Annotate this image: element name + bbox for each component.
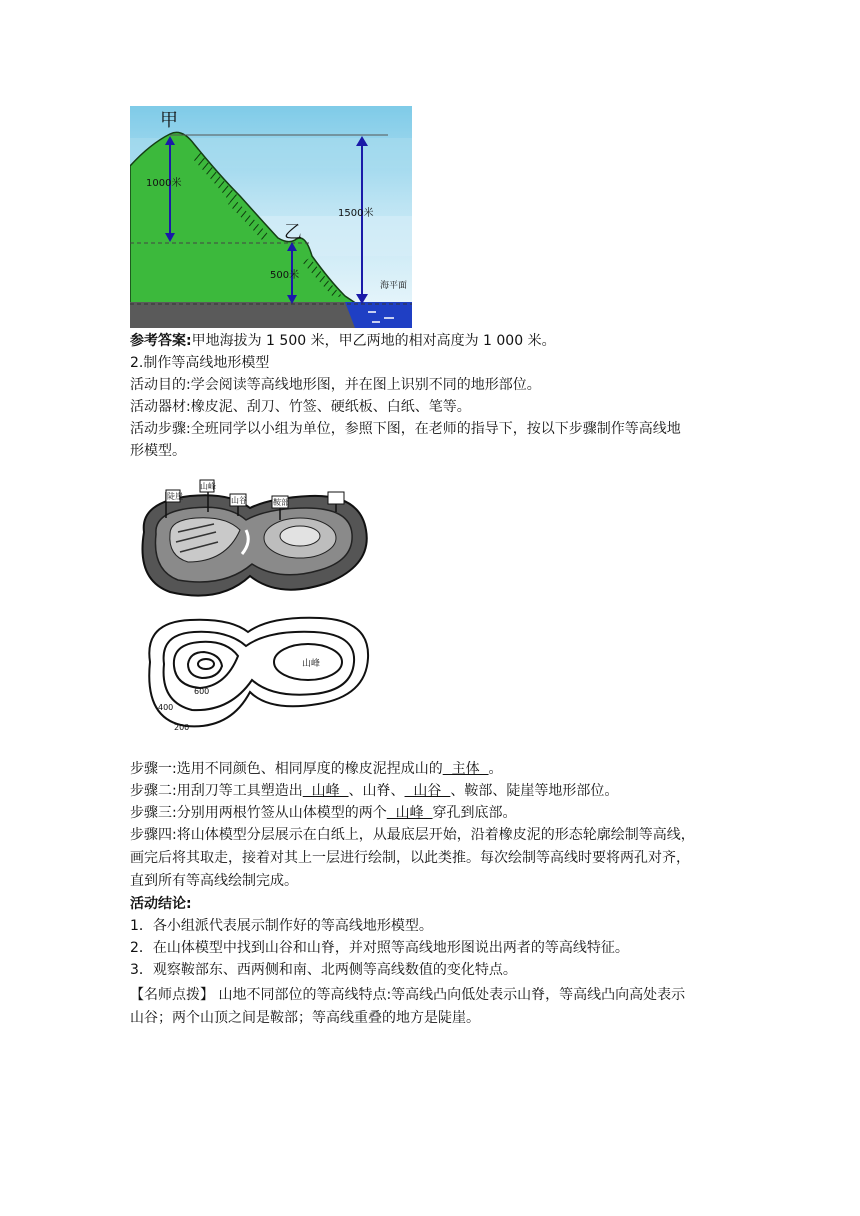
- label-500m: 500米: [270, 270, 300, 281]
- step-3-blank: 山峰: [386, 805, 433, 821]
- label-sea-level: 海平面: [380, 281, 408, 291]
- step-2-text: 步骤二:用刮刀等工具塑造出: [130, 783, 303, 799]
- step-3: [130, 803, 730, 824]
- step-1: [130, 759, 730, 780]
- sketch-label-cliff: 陡崖: [167, 492, 183, 501]
- step-1-blank: 主体: [442, 761, 489, 777]
- contour-label-200: 200: [174, 723, 190, 732]
- contour-label-peak: 山峰: [302, 659, 321, 669]
- activity-steps-intro-1: 活动步骤:全班同学以小组为单位，参照下图，在老师的指导下，按以下步骤制作等高线地: [130, 421, 681, 437]
- answer-text: 甲地海拔为 1 500 米，甲乙两地的相对高度为 1 000 米。: [191, 333, 556, 349]
- conclusion-item-1: 1．各小组派代表展示制作好的等高线地形模型。: [130, 918, 433, 934]
- activity-steps-intro-2: 形模型。: [130, 443, 186, 459]
- contour-label-600: 600: [194, 687, 210, 696]
- sketch-label-saddle: 鞍部: [273, 498, 289, 507]
- step-4-line-3: 直到所有等高线绘制完成。: [130, 873, 298, 889]
- answer-label: 参考答案:: [130, 333, 192, 349]
- step-2: [130, 781, 730, 802]
- label-1500m: 1500米: [338, 208, 374, 219]
- conclusion-item-3: 3．观察鞍部东、西两侧和南、北两侧等高线数值的变化特点。: [130, 962, 517, 978]
- label-jia: 甲: [160, 110, 178, 131]
- sketch-label-valley: 山谷: [231, 496, 247, 505]
- activity-materials: 活动器材:橡皮泥、刮刀、竹签、硬纸板、白纸、笔等。: [130, 399, 471, 415]
- answer-line: [130, 331, 730, 352]
- sea-area: [345, 302, 412, 328]
- teacher-tip-line-1: 【名师点拨】 山地不同部位的等高线特点:等高线凸向低处表示山脊，等高线凸向高处表示: [130, 987, 686, 1003]
- contour-model-figure: [130, 472, 386, 744]
- step-1-text: 步骤一:选用不同颜色、相同厚度的橡皮泥捏成山的: [130, 761, 443, 777]
- conclusion-item-2: 2．在山体模型中找到山谷和山脊，并对照等高线地形图说出两者的等高线特征。: [130, 940, 629, 956]
- mountain-cross-section-figure: [130, 106, 412, 328]
- step-4-line-2: 画完后将其取走，接着对其上一层进行绘制，以此类推。每次绘制等高线时要将两孔对齐，: [130, 850, 690, 866]
- step-1-end: 。: [488, 761, 503, 777]
- step-2-blank-2: 山谷: [404, 783, 451, 799]
- step-4-line-1: 步骤四:将山体模型分层展示在白纸上，从最底层开始，沿着橡皮泥的形态轮廓绘制等高线，: [130, 827, 695, 843]
- conclusion-title: 活动结论:: [130, 896, 192, 912]
- sketch-label-peak: 山峰: [200, 482, 216, 491]
- section-title: 2.制作等高线地形模型: [130, 355, 270, 371]
- activity-purpose: 活动目的:学会阅读等高线地形图，并在图上识别不同的地形部位。: [130, 377, 541, 393]
- step-3-end: 穿孔到底部。: [432, 805, 517, 821]
- step-2-end: 、鞍部、陡崖等地形部位。: [450, 783, 619, 799]
- step-3-text: 步骤三:分别用两根竹签从山体模型的两个: [130, 805, 387, 821]
- teacher-tip-line-2: 山谷；两个山顶之间是鞍部；等高线重叠的地方是陡崖。: [130, 1010, 480, 1026]
- step-2-mid: 、山脊、: [348, 783, 405, 799]
- label-yi: 乙: [284, 222, 302, 243]
- contour-label-400: 400: [158, 703, 174, 712]
- label-1000m: 1000米: [146, 178, 182, 189]
- step-2-blank-1: 山峰: [302, 783, 349, 799]
